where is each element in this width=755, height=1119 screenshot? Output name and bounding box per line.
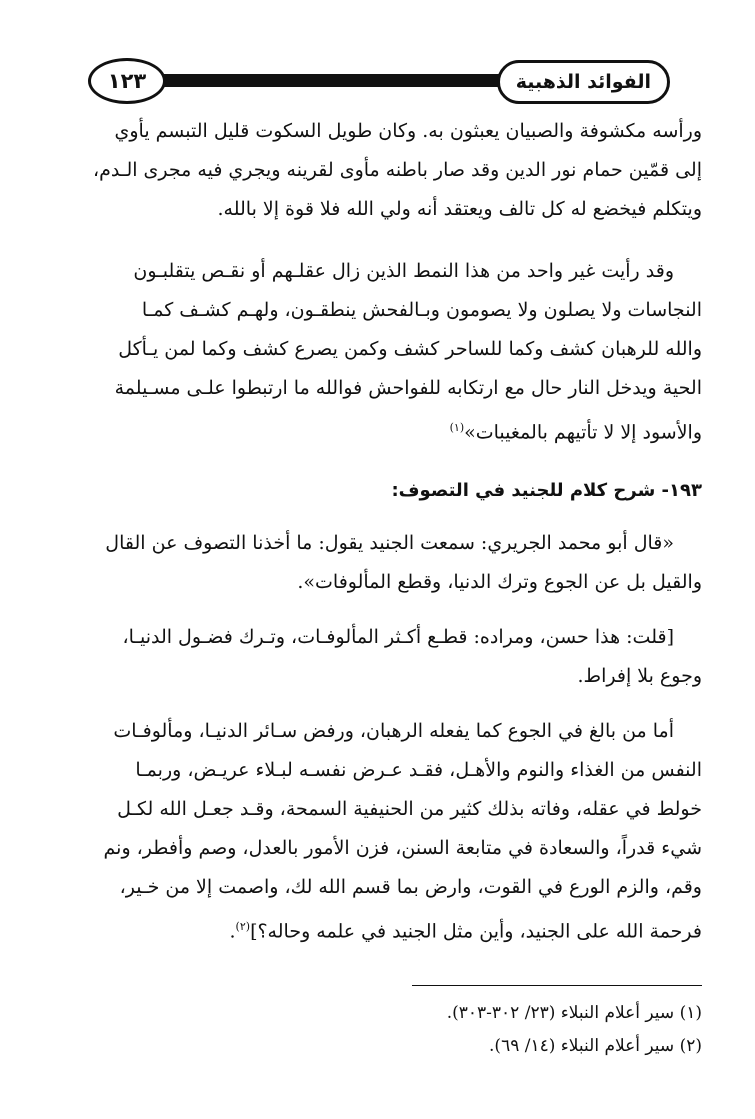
text-line: [قلت: هذا حسن، ومراده: قطـع أكـثر المألوفـات، وتـرك فضـول الدنيـا، bbox=[122, 626, 674, 648]
running-title: الفوائد الذهبية bbox=[497, 60, 670, 104]
text-line bbox=[92, 408, 702, 452]
text-line: ويتكلم فيخضع له كل تالف ويعتقد أنه ولي الله فلا قوة إلا بالله. bbox=[217, 198, 702, 220]
text-line: أما من بالغ في الجوع كما يفعله الرهبان، ورفض سـائر الدنيـا، ومألوفـات bbox=[113, 720, 674, 742]
section-heading: ١٩٣- شرح كلام للجنيد في التصوف: bbox=[391, 480, 702, 501]
text-line: خولط في عقله، وفاته بذلك كثير من الحنيفية السمحة، وقـد جعـل الله لكـل bbox=[117, 798, 702, 820]
paragraph-2 bbox=[92, 252, 702, 452]
comment-block bbox=[92, 618, 702, 696]
footnote-ref-1: (١) bbox=[449, 421, 465, 434]
text-line: النجاسات ولا يصلون ولا يصومون وبـالفحش ينطقـون، ولهـم كشـف كمـا bbox=[141, 299, 702, 321]
header-rule bbox=[148, 74, 520, 87]
text-line: وجوع بلا إفراط. bbox=[577, 665, 702, 687]
footnote-2: (٢) سير أعلام النبلاء (١٤/ ٦٩). bbox=[489, 1036, 702, 1056]
text-segment: والأسود إلا لا تأتيهم بالمغيبات» bbox=[464, 421, 702, 444]
footnote-divider bbox=[412, 985, 702, 986]
text-line: وقد رأيت غير واحد من هذا النمط الذين زال عقلـهم أو نقـص يتقلبـون bbox=[133, 260, 674, 282]
text-line: النفس من الغذاء والنوم والأهـل، فقـد عـرض نفسـه لبـلاء عريـض، وربمـا bbox=[135, 759, 702, 781]
quote-block bbox=[92, 524, 702, 602]
text-line: شيء قدراً، والسعادة في متابعة السنن، فزن الأمور بالعدل، وصم وأفطر، ونم bbox=[103, 837, 702, 859]
paragraph-1 bbox=[92, 112, 702, 229]
footnotes bbox=[92, 997, 702, 1063]
end-punct: . bbox=[229, 920, 236, 943]
page-header bbox=[88, 56, 670, 108]
text-line: «قال أبو محمد الجريري: سمعت الجنيد يقول: ما أخذنا التصوف عن القال bbox=[105, 532, 674, 554]
footnote-1: (١) سير أعلام النبلاء (٢٣/ ٣٠٢-٣٠٣). bbox=[446, 1003, 702, 1023]
text-line: والقيل بل عن الجوع وترك الدنيا، وقطع المألوفات». bbox=[297, 571, 702, 593]
text-line: والله للرهبان كشف وكما للساحر كشف وكمن يصرع كشف وكما لمن يـأكل bbox=[118, 338, 702, 360]
footnote-ref-2: (٢) bbox=[235, 920, 251, 933]
paragraph-final bbox=[92, 712, 702, 951]
page-number: ١٢٣ bbox=[88, 58, 166, 104]
text-line: إلى قمّين حمام نور الدين وقد صار باطنه مأوى لقرينه ويجري فيه مجرى الـدم، bbox=[93, 159, 702, 181]
text-line bbox=[92, 907, 702, 951]
text-line: ورأسه مكشوفة والصبيان يعبثون به. وكان طويل السكوت قليل التبسم يأوي bbox=[114, 120, 702, 142]
text-segment: فرحمة الله على الجنيد، وأين مثل الجنيد في علمه وحاله؟] bbox=[250, 920, 702, 943]
text-line: وقم، والزم الورع في القوت، وارض بما قسم الله لك، واصمت إلا من خـير، bbox=[119, 876, 702, 898]
text-line: الحية ويدخل النار حال مع ارتكابه للفواحش فوالله ما ارتبطوا علـى مسـيلمة bbox=[114, 377, 702, 399]
